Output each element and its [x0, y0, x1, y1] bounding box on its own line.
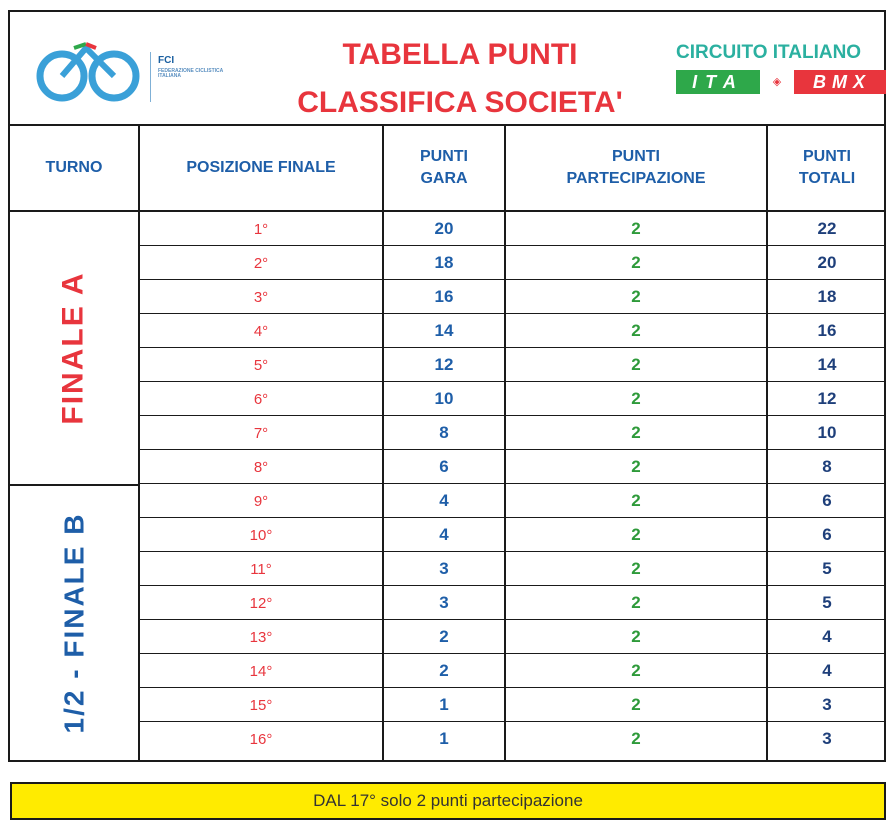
fci-full-name: FEDERAZIONE CICLISTICA ITALIANA	[158, 68, 224, 79]
cell-punti-gara: 8	[439, 423, 449, 442]
cell-punti-totali: 20	[817, 253, 837, 272]
group-finale-b	[10, 486, 138, 760]
cell-punti-gara: 14	[434, 321, 454, 340]
cell-posizione: 11°	[250, 560, 272, 578]
cell-punti-gara: 2	[439, 627, 449, 646]
header-punti-tot-line1: PUNTI	[803, 147, 851, 165]
cell-posizione: 13°	[249, 628, 273, 646]
cell-punti-partecipazione: 2	[631, 559, 641, 578]
cell-posizione: 3°	[253, 288, 269, 306]
cell-punti-totali: 18	[817, 287, 837, 306]
circuito-ita: ITA	[676, 70, 760, 94]
cell-punti-totali: 5	[822, 593, 832, 612]
header-punti-gara-line2: GARA	[420, 170, 468, 187]
cell-punti-partecipazione: 2	[631, 695, 641, 714]
cell-punti-partecipazione: 2	[631, 423, 641, 442]
circuito-italiano-logo	[676, 42, 886, 102]
cell-posizione: 12°	[249, 594, 273, 612]
cell-punti-gara: 20	[434, 219, 454, 238]
cell-punti-partecipazione: 2	[631, 593, 641, 612]
points-table	[10, 124, 886, 760]
cell-punti-gara: 3	[439, 593, 449, 612]
page-title-line1: TABELLA PUNTI	[342, 38, 578, 71]
cell-punti-totali: 16	[817, 321, 837, 340]
cell-posizione: 9°	[253, 492, 269, 510]
cell-punti-totali: 22	[817, 219, 837, 238]
header-posizione: POSIZIONE FINALE	[186, 158, 336, 176]
cell-punti-gara: 16	[434, 287, 454, 306]
cell-punti-partecipazione: 2	[631, 457, 641, 476]
cell-punti-partecipazione: 2	[631, 321, 641, 340]
cell-punti-partecipazione: 2	[631, 389, 641, 408]
header-punti-tot-line2: TOTALI	[798, 170, 856, 187]
logo-separator	[150, 52, 151, 102]
header-punti-gara-line1: PUNTI	[420, 147, 468, 165]
group-finale-a-label: FINALE A	[57, 271, 90, 425]
cell-punti-gara: 4	[439, 525, 449, 544]
cell-punti-gara: 6	[439, 457, 449, 476]
cell-punti-partecipazione: 2	[631, 661, 641, 680]
cell-punti-totali: 8	[822, 457, 832, 476]
cell-punti-totali: 4	[822, 661, 832, 680]
cell-punti-totali: 6	[822, 491, 832, 510]
cell-punti-gara: 1	[439, 729, 449, 748]
circuito-bmx: BMX	[794, 70, 886, 94]
circuito-title: CIRCUITO ITALIANO	[676, 42, 862, 63]
header	[10, 12, 886, 126]
cell-posizione: 5°	[253, 356, 269, 374]
group-finale-b-label: 1/2 - FINALE B	[58, 512, 90, 734]
fci-label	[158, 56, 230, 79]
cell-punti-partecipazione: 2	[631, 729, 641, 748]
cell-punti-gara: 18	[434, 253, 454, 272]
page-title-line2: CLASSIFICA SOCIETA'	[297, 86, 623, 119]
cell-punti-partecipazione: 2	[631, 219, 641, 238]
cell-punti-gara: 12	[434, 355, 454, 374]
cell-posizione: 6°	[253, 390, 269, 408]
cell-punti-totali: 3	[822, 695, 832, 714]
fci-bike-logo-icon	[34, 40, 144, 102]
group-finale-a	[10, 212, 138, 484]
header-turno: TURNO	[45, 158, 103, 176]
cell-posizione: 8°	[253, 458, 269, 476]
cell-punti-totali: 10	[817, 423, 837, 442]
header-punti-partecipazione	[506, 124, 766, 212]
cell-punti-partecipazione: 2	[631, 253, 641, 272]
fci-abbr: FCI	[158, 55, 175, 66]
cell-posizione: 4°	[253, 322, 269, 340]
header-punti-gara	[384, 124, 504, 212]
header-punti-part-line2: PARTECIPAZIONE	[566, 170, 706, 187]
cell-punti-gara: 4	[439, 491, 449, 510]
cell-punti-totali: 6	[822, 525, 832, 544]
cell-posizione: 2°	[253, 254, 269, 272]
cyclist-badge-icon: ◈	[772, 76, 782, 88]
cell-punti-gara: 1	[439, 695, 449, 714]
cell-punti-partecipazione: 2	[631, 627, 641, 646]
cell-posizione: 14°	[249, 662, 273, 680]
cell-punti-totali: 3	[822, 729, 832, 748]
cell-punti-gara: 3	[439, 559, 449, 578]
cell-punti-totali: 5	[822, 559, 832, 578]
cell-posizione: 10°	[249, 526, 273, 544]
cell-punti-partecipazione: 2	[631, 491, 641, 510]
cell-punti-partecipazione: 2	[631, 525, 641, 544]
footer-note-text: DAL 17° solo 2 punti partecipazione	[313, 791, 583, 810]
header-punti-totali	[768, 124, 886, 212]
cell-posizione: 7°	[253, 424, 269, 442]
cell-posizione: 16°	[249, 730, 273, 748]
cell-punti-totali: 4	[822, 627, 832, 646]
cell-punti-partecipazione: 2	[631, 287, 641, 306]
cell-punti-partecipazione: 2	[631, 355, 641, 374]
cell-punti-totali: 14	[817, 355, 837, 374]
cell-punti-gara: 10	[434, 389, 454, 408]
cell-posizione: 15°	[249, 696, 273, 714]
cell-punti-totali: 12	[817, 389, 837, 408]
header-punti-part-line1: PUNTI	[612, 147, 660, 165]
cell-punti-gara: 2	[439, 661, 449, 680]
footer-note	[10, 782, 886, 820]
cell-posizione: 1°	[253, 220, 269, 238]
